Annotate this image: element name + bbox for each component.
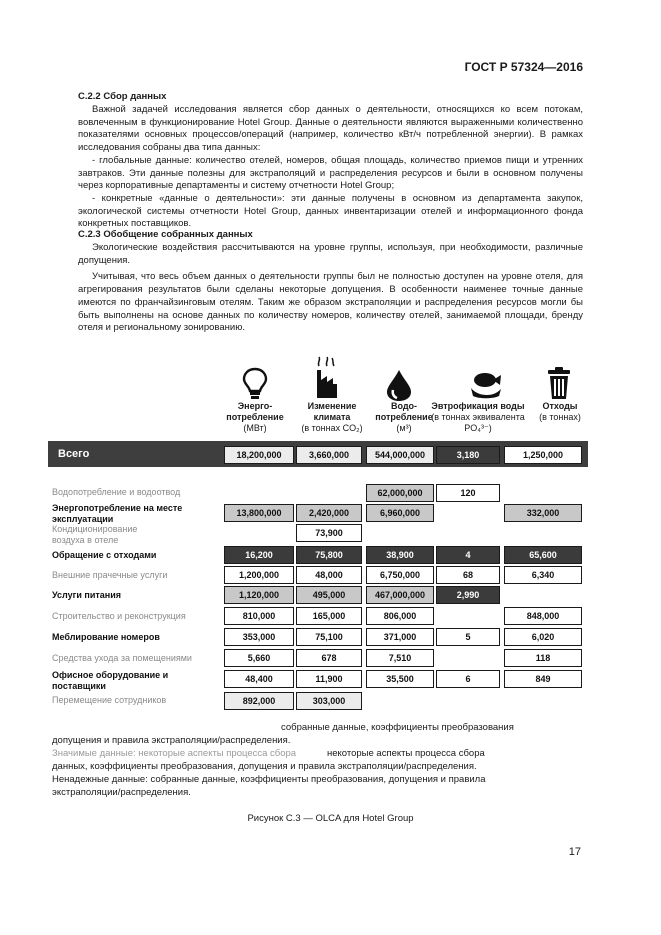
legend-line: некоторые аспекты процесса сбора [327, 748, 485, 759]
data-cell: 2,420,000 [296, 504, 362, 522]
data-cell: 353,000 [224, 628, 294, 646]
data-cell: 35,500 [366, 670, 434, 688]
legend-line: экстраполяции/распределения. [52, 787, 191, 798]
data-cell: 332,000 [504, 504, 582, 522]
legend-line-faint: Значимые данные: некоторые аспекты процесса сбора [52, 748, 297, 759]
data-cell: 75,800 [296, 546, 362, 564]
legend-line: Ненадежные данные: собранные данные, коэффициенты преобразования, допущения и правила [52, 774, 486, 785]
figure-caption: Рисунок С.3 — OLCA для Hotel Group [247, 813, 414, 824]
data-cell: 1,200,000 [224, 566, 294, 584]
row-label: Средства ухода за помещениями [52, 653, 192, 663]
data-cell: 6,020 [504, 628, 582, 646]
fish-bowl-icon [465, 366, 505, 400]
legend-line: собранные данные, коэффициенты преобразования [281, 722, 514, 733]
total-cell-climate: 3,660,000 [296, 446, 362, 464]
data-cell: 120 [436, 484, 500, 502]
data-cell: 303,000 [296, 692, 362, 710]
trash-bin-icon [539, 366, 579, 400]
data-cell: 4 [436, 546, 500, 564]
data-cell: 371,000 [366, 628, 434, 646]
data-cell: 65,600 [504, 546, 582, 564]
row-label: Водопотребление и водоотвод [52, 487, 181, 497]
data-cell: 810,000 [224, 607, 294, 625]
data-cell: 806,000 [366, 607, 434, 625]
column-header-climate: Изменение климата (в тоннах CO₂) [301, 401, 363, 433]
data-cell: 678 [296, 649, 362, 667]
data-cell: 7,510 [366, 649, 434, 667]
total-cell-eutrophication: 3,180 [436, 446, 500, 464]
lightbulb-icon [235, 366, 275, 400]
data-cell: 6,750,000 [366, 566, 434, 584]
row-label: Услуги питания [52, 590, 122, 600]
data-cell: 13,800,000 [224, 504, 294, 522]
total-cell-water: 544,000,000 [366, 446, 434, 464]
data-cell: 62,000,000 [366, 484, 434, 502]
data-cell: 495,000 [296, 586, 362, 604]
totals-label: Всего [58, 448, 90, 460]
data-cell: 1,120,000 [224, 586, 294, 604]
column-header-eutrophication: Эвтрофикация воды (в тоннах эквивалента PO₄³⁻) [431, 401, 525, 433]
column-header-waste: Отходы (в тоннах) [539, 401, 581, 422]
row-label: Офисное оборудование и поставщики [52, 670, 169, 691]
row-label: Перемещение сотрудников [52, 695, 167, 705]
data-cell: 38,900 [366, 546, 434, 564]
total-cell-waste: 1,250,000 [504, 446, 582, 464]
data-cell: 68 [436, 566, 500, 584]
row-label: Обращение с отходами [52, 550, 157, 560]
legend-line: данных, коэффициенты преобразования, допущения и правила экстраполяции/распределения. [52, 761, 477, 772]
data-cell: 6,960,000 [366, 504, 434, 522]
data-cell: 849 [504, 670, 582, 688]
row-label: Меблирование номеров [52, 632, 160, 642]
page-number: 17 [568, 846, 581, 858]
legend-line: допущения и правила экстраполяции/распределения. [52, 735, 291, 746]
data-cell: 6,340 [504, 566, 582, 584]
column-header-energy: Энерго-потребление (МВт) [226, 401, 284, 433]
data-cell: 5 [436, 628, 500, 646]
bullet-item: - конкретные «данные о деятельности»: эти данные получены в основном из департамента закупок, экологической системы отчетности Hotel Group, данных инвентаризации отелей и информационного фонда конкретных поставщиков. [78, 192, 583, 230]
data-cell: 75,100 [296, 628, 362, 646]
column-header-water: Водо-потребление (м³) [375, 401, 433, 433]
paragraph: Важной задачей исследования является сбор данных о деятельности, относящихся ко всем потокам, вовлеченным в функционирование Hotel Group. Данные о деятельности являются выраженными количественно показателями основных процессов/операций (например, количество кВт/ч потребленной энергии). В рамках исследования собраны два типа данных: [78, 104, 583, 154]
paragraph: Учитывая, что весь объем данных о деятельности группы был не полностью доступен на уровне отеля, для агрегирования результатов были сделаны некоторые допущения. В особенности наименее точные данные имеются по франчайзинговым отелям. Таким же образом экстраполяции и распределения ресурсов могли бы быть выполнены на основе данных по количеству номеров, количеству отелей, занимаемой площади, бренду отеля и региональному зонированию. [78, 271, 583, 334]
standard-number: ГОСТ Р 57324—2016 [464, 60, 583, 74]
row-label: Энергопотребление на месте эксплуатации [52, 503, 183, 524]
data-cell: 73,900 [296, 524, 362, 542]
section-c23-body [78, 242, 583, 335]
row-label: Строительство и реконструкция [52, 611, 186, 621]
data-cell: 848,000 [504, 607, 582, 625]
data-cell: 118 [504, 649, 582, 667]
paragraph: Экологические воздействия рассчитываются на уровне группы, используя, при необходимости, различные допущения. [78, 242, 583, 266]
row-label: Кондиционирование воздуха в отеле [52, 524, 138, 545]
data-cell: 16,200 [224, 546, 294, 564]
total-cell-energy: 18,200,000 [224, 446, 294, 464]
section-c22-body [78, 104, 583, 231]
data-cell: 5,660 [224, 649, 294, 667]
row-label: Внешние прачечные услуги [52, 570, 168, 580]
data-cell: 6 [436, 670, 500, 688]
data-cell: 48,400 [224, 670, 294, 688]
data-cell: 892,000 [224, 692, 294, 710]
data-cell: 165,000 [296, 607, 362, 625]
factory-icon [307, 356, 347, 400]
section-heading-c22: С.2.2 Сбор данных [78, 91, 167, 102]
data-cell: 467,000,000 [366, 586, 434, 604]
water-drop-icon [379, 368, 419, 402]
bullet-item: - глобальные данные: количество отелей, номеров, общая площадь, количество приемов пищи и утренних завтраков. Эти данные полезны для экстраполяций и распределения ресурсов и были в основном получены через корпоративные департаменты и систему отчетности Hotel Group; [78, 154, 583, 192]
data-cell: 2,990 [436, 586, 500, 604]
data-cell: 11,900 [296, 670, 362, 688]
data-cell: 48,000 [296, 566, 362, 584]
section-heading-c23: С.2.3 Обобщение собранных данных [78, 229, 253, 240]
